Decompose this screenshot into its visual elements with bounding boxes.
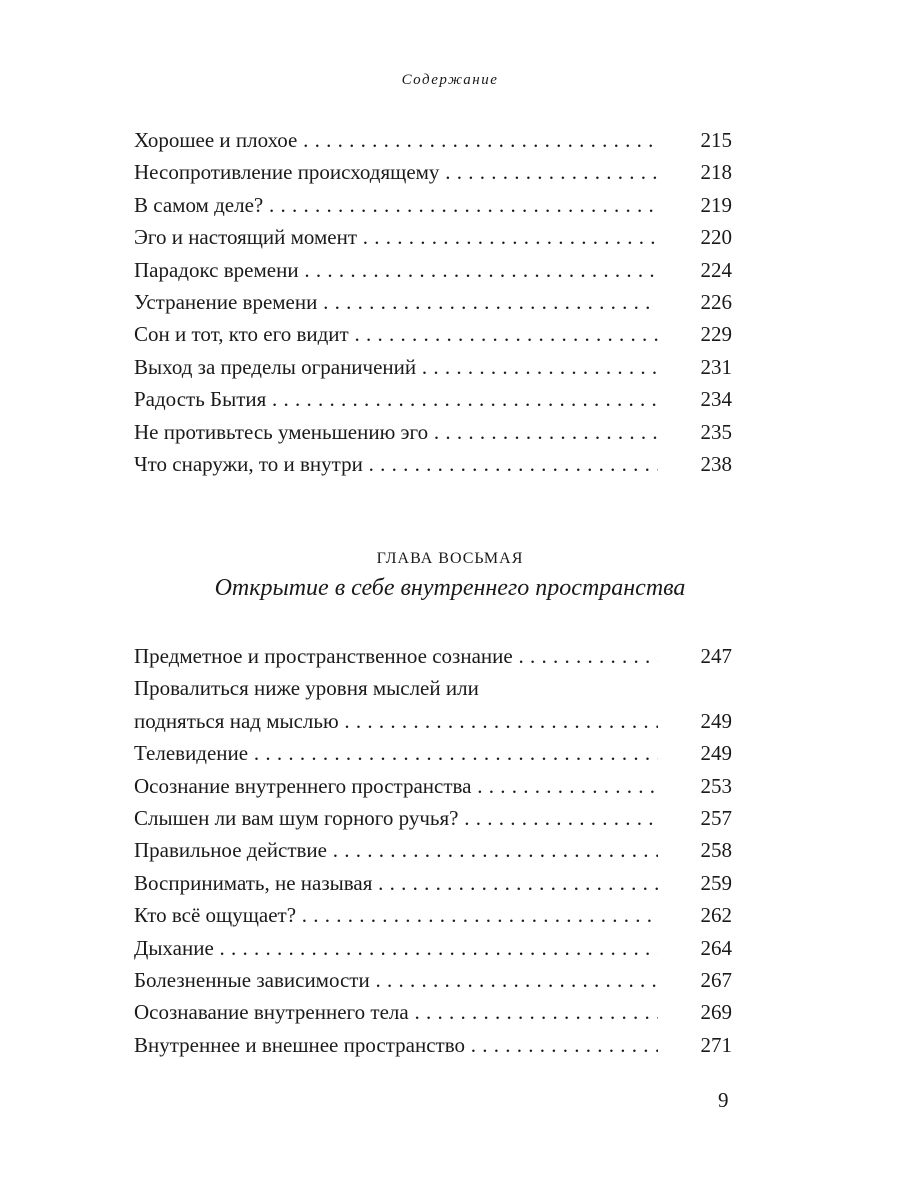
- toc-entry-page: 215: [700, 128, 732, 152]
- toc-entry-title: Эго и настоящий момент . . .: [134, 221, 658, 253]
- toc-entry-title: подняться над мыслью . . .: [134, 705, 658, 737]
- toc-entry[interactable]: [134, 416, 734, 448]
- toc-entry-title: Осознание внутреннего пространства . . .: [134, 770, 658, 802]
- toc-entry-page: 253: [700, 773, 732, 798]
- toc-entry[interactable]: [134, 834, 734, 866]
- toc-entry-page: 226: [700, 289, 732, 314]
- toc-entry-title: Осознавание внутреннего тела . . .: [134, 996, 658, 1028]
- toc-entry-page: 219: [700, 192, 732, 217]
- toc-entry-title: Выход за пределы ограничений . . .: [134, 351, 658, 383]
- page-number: 9: [718, 1088, 729, 1112]
- toc-entry-page: 231: [700, 354, 732, 379]
- toc-entry[interactable]: [134, 899, 734, 931]
- toc-entry-title: Несопротивление происходящему . . .: [134, 156, 658, 188]
- toc-entry[interactable]: [134, 802, 734, 834]
- toc-entry-page: 264: [700, 935, 732, 960]
- toc-entry[interactable]: [134, 996, 734, 1028]
- toc-entry[interactable]: [134, 156, 734, 188]
- toc-entry-page: 218: [700, 160, 732, 185]
- toc-entry-page: 229: [700, 322, 732, 347]
- toc-entry[interactable]: [134, 318, 734, 350]
- toc-entry-title: Внутреннее и внешнее пространство . . .: [134, 1029, 658, 1061]
- toc-entry-page: 249: [700, 708, 732, 733]
- toc-entry[interactable]: [134, 737, 734, 769]
- toc-list-part2: [134, 640, 734, 1061]
- toc-entry-title: Правильное действие . . .: [134, 834, 658, 866]
- toc-entry-page: 220: [700, 225, 732, 250]
- toc-entry[interactable]: [134, 1029, 734, 1061]
- toc-entry-page: 247: [700, 644, 732, 668]
- chapter-label: ГЛАВА ВОСЬМАЯ: [376, 550, 524, 567]
- toc-entry[interactable]: [134, 254, 734, 286]
- toc-entry-title: Провалиться ниже уровня мыслей или: [134, 676, 479, 701]
- toc-entry[interactable]: [134, 286, 734, 318]
- toc-entry-page: 249: [700, 741, 732, 766]
- toc-entry-page: 235: [700, 419, 732, 444]
- toc-entry[interactable]: [134, 124, 734, 156]
- toc-entry-title: Парадокс времени . . .: [134, 254, 658, 286]
- toc-entry-page: 271: [700, 1032, 732, 1057]
- toc-entry[interactable]: [134, 705, 734, 737]
- chapter-title: Открытие в себе внутреннего пространства: [214, 575, 686, 601]
- toc-entry-title: Кто всё ощущает? . . .: [134, 899, 658, 931]
- toc-entry-title: Радость Бытия . . .: [134, 383, 658, 415]
- toc-entry-title: Воспринимать, не называя . . .: [134, 867, 658, 899]
- toc-entry-title: Устранение времени . . .: [134, 286, 658, 318]
- toc-entry[interactable]: [134, 770, 734, 802]
- toc-entry-page: 224: [700, 257, 732, 282]
- toc-entry-title: Хорошее и плохое . . .: [134, 124, 658, 156]
- toc-entry[interactable]: [134, 351, 734, 383]
- toc-entry-page: 267: [700, 967, 732, 992]
- toc-entry[interactable]: [134, 383, 734, 415]
- toc-entry[interactable]: [134, 221, 734, 253]
- toc-entry-title: Что снаружи, то и внутри . . .: [134, 448, 658, 480]
- toc-entry-title: Слышен ли вам шум горного ручья? . . .: [134, 802, 658, 834]
- toc-entry[interactable]: [134, 964, 734, 996]
- toc-entry-page: 258: [700, 838, 732, 863]
- toc-entry-page: 238: [700, 451, 732, 476]
- toc-entry-page: 257: [700, 805, 732, 830]
- toc-entry[interactable]: [134, 448, 734, 480]
- toc-list-part1: [134, 124, 734, 480]
- toc-entry-title: Дыхание . . .: [134, 932, 658, 964]
- toc-entry[interactable]: [134, 189, 734, 221]
- toc-entry-title: Телевидение . . .: [134, 737, 658, 769]
- toc-entry-page: 259: [700, 870, 732, 895]
- toc-entry-title: Сон и тот, кто его видит . . .: [134, 318, 658, 350]
- toc-entry-title: Предметное и пространственное сознание . . .: [134, 640, 658, 672]
- toc-entry-title: Не противьтесь уменьшению эго . . .: [134, 416, 658, 448]
- toc-entry[interactable]: [134, 867, 734, 899]
- toc-entry[interactable]: [134, 640, 734, 672]
- toc-entry[interactable]: [134, 672, 734, 704]
- toc-entry-page: 234: [700, 387, 732, 412]
- toc-entry[interactable]: [134, 932, 734, 964]
- toc-entry-title: Болезненные зависимости . . .: [134, 964, 658, 996]
- toc-entry-page: 262: [700, 903, 732, 928]
- toc-entry-title: В самом деле? . . .: [134, 189, 658, 221]
- toc-entry-page: 269: [700, 1000, 732, 1025]
- running-head: Содержание: [401, 72, 499, 88]
